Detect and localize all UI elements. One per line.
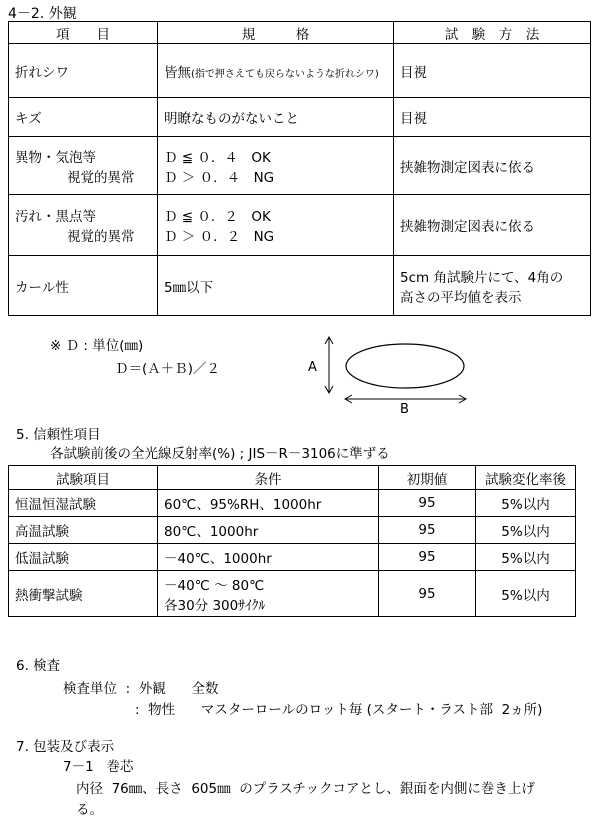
test-item-cell: 恒温恒湿試験 <box>9 490 158 517</box>
initial-cell: 95 <box>379 571 476 617</box>
reliability-table <box>8 465 576 617</box>
table-row <box>9 98 591 137</box>
section-5-heading: 5. 信頼性項目 <box>16 427 101 443</box>
item-line: 異物・気泡等 <box>15 149 96 166</box>
core-description-line: 内径 76㎜、長さ 605㎜ のプラスチックコアとし、銀面を内側に巻き上げ <box>76 781 535 797</box>
spec-line: Ｄ ≦ ０．２ OK <box>164 209 271 225</box>
unit-note: ※ Ｄ : 単位(㎜) <box>50 338 144 354</box>
spec-cell <box>158 137 394 195</box>
header-initial: 初期値 <box>379 466 476 490</box>
diagram-label-b: B <box>400 402 409 415</box>
method-cell: 挟雑物測定図表に依る <box>394 195 591 256</box>
item-line: 汚れ・黒点等 <box>15 209 96 225</box>
spec-text: 皆無 <box>164 64 191 81</box>
condition-cell: －40℃、1000hr <box>158 544 379 571</box>
ellipse-shape <box>346 344 464 388</box>
header-method: 試 験 方 法 <box>394 22 591 44</box>
header-change: 試験変化率後 <box>476 466 576 490</box>
header-spec: 規 格 <box>158 22 394 44</box>
section-5-subheading: 各試験前後の全光線反射率(%) ; JIS－R－3106に準ずる <box>50 446 390 462</box>
spec-line: Ｄ ≦ ０．４ OK <box>164 149 271 166</box>
inspection-unit-line: 検査単位 : 外観 全数 <box>63 681 219 697</box>
table-row <box>9 571 576 617</box>
section-7-heading: 7. 包装及び表示 <box>16 739 115 755</box>
method-cell: 目視 <box>394 98 591 137</box>
appearance-header-row <box>9 22 591 44</box>
item-cell: キズ <box>9 98 158 137</box>
item-line: 視覚的異常 <box>67 169 135 186</box>
method-cell: 目視 <box>394 44 591 98</box>
spec-cell <box>158 195 394 256</box>
section-4-2-heading: 4－2. 外観 <box>8 6 77 22</box>
change-cell: 5%以内 <box>476 517 576 544</box>
spec-cell: 5㎜以下 <box>158 256 394 316</box>
test-item-cell: 低温試験 <box>9 544 158 571</box>
diagram-label-a: A <box>308 360 317 375</box>
table-row <box>9 517 576 544</box>
section-6-heading: 6. 検査 <box>16 658 61 674</box>
condition-line: －40℃ ～ 80℃ <box>164 577 265 594</box>
spec-line: Ｄ ＞ ０．４ NG <box>164 169 275 186</box>
condition-cell <box>158 571 379 617</box>
table-row <box>9 44 591 98</box>
initial-cell: 95 <box>379 490 476 517</box>
condition-cell: 80℃、1000hr <box>158 517 379 544</box>
table-row <box>9 256 591 316</box>
change-cell: 5%以内 <box>476 571 576 617</box>
spec-cell: 明瞭なものがないこと <box>158 98 394 137</box>
item-cell: カール性 <box>9 256 158 316</box>
condition-line: 各30分 300ｻｲｸﾙ <box>164 597 266 614</box>
table-row <box>9 490 576 517</box>
item-cell <box>9 195 158 256</box>
table-row <box>9 544 576 571</box>
header-condition: 条件 <box>158 466 379 490</box>
item-cell: 折れシワ <box>9 44 158 98</box>
initial-cell: 95 <box>379 517 476 544</box>
spec-line: Ｄ ＞ ０．２ NG <box>164 229 275 245</box>
reliability-header-row <box>9 466 576 490</box>
change-cell: 5%以内 <box>476 544 576 571</box>
spec-note: (指で押さえても戻らないような折れシワ) <box>191 68 379 80</box>
table-row <box>9 195 591 256</box>
condition-cell: 60℃、95%RH、1000hr <box>158 490 379 517</box>
initial-cell: 95 <box>379 544 476 571</box>
section-7-1-heading: 7－1 巻芯 <box>63 759 134 775</box>
method-line: 5cm 角試験片にて、4角の <box>400 269 564 286</box>
method-cell <box>394 256 591 316</box>
item-line: 視覚的異常 <box>67 229 135 245</box>
table-row <box>9 137 591 195</box>
inspection-property-line: : 物性 マスターロールのロット毎 (スタート・ラスト部 2ヵ所) <box>135 702 543 718</box>
ellipse-diagram <box>300 330 480 415</box>
formula-note: Ｄ＝(Ａ＋Ｂ)／２ <box>115 361 221 377</box>
spec-cell <box>158 44 394 98</box>
header-item: 項 目 <box>9 22 158 44</box>
method-line: 高さの平均値を表示 <box>400 289 522 306</box>
appearance-table <box>8 21 591 316</box>
test-item-cell: 熱衝撃試験 <box>9 571 158 617</box>
header-test-item: 試験項目 <box>9 466 158 490</box>
item-cell <box>9 137 158 195</box>
change-cell: 5%以内 <box>476 490 576 517</box>
core-description-line: る。 <box>76 802 103 818</box>
test-item-cell: 高温試験 <box>9 517 158 544</box>
method-cell: 挟雑物測定図表に依る <box>394 137 591 195</box>
